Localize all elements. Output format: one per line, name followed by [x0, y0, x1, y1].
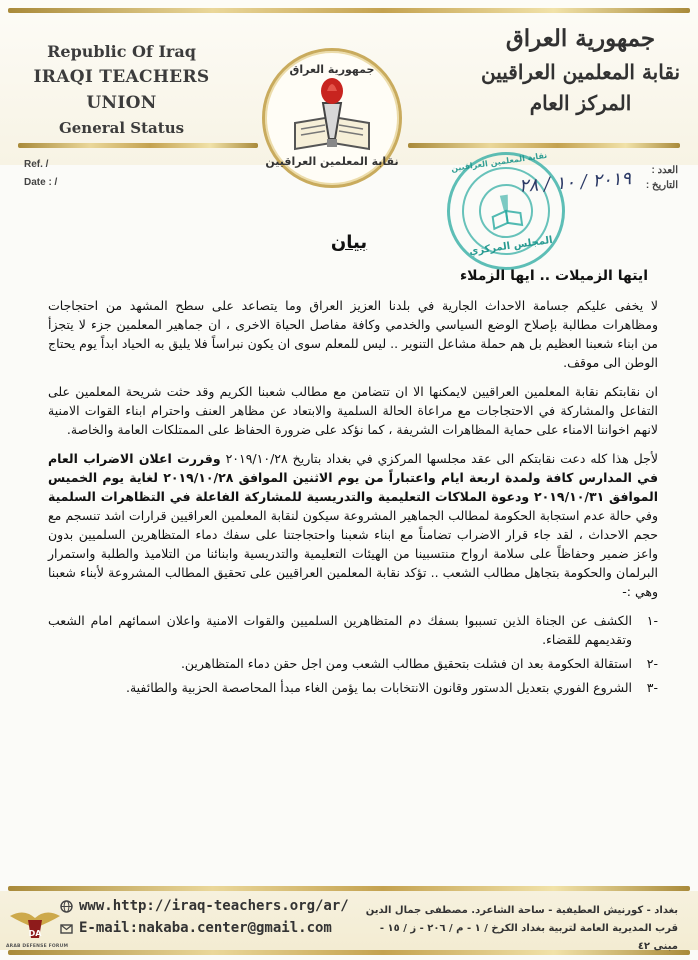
forum-name: ARAB DEFENSE FORUM [6, 944, 69, 949]
stamp-bottom-text: المجلس المركزي [468, 234, 554, 258]
top-gold-rule [8, 8, 690, 13]
left-gold-rule [18, 143, 258, 148]
stamp-top-text: نقابة المعلمين العراقيين [450, 150, 548, 174]
date-label-ar: التاريخ : [645, 180, 678, 191]
arabic-status: المركز العام [529, 91, 632, 115]
statement-title: بيان [330, 232, 368, 253]
paragraph-strike [48, 449, 658, 601]
strike-decision: وقررت اعلان الاضراب العام في المدارس كافة ولمدة اربعة ايام واعتباراً من يوم الاثنين الموافق ٢٠١٩/١٠/٢٨ لغاية يوم الخميس الموافق ٢٠١٩/١٠/٣١ ودعوة الملاكات التعليمية والتدريسية للمشاركة الفاعلة في التظاهرات السلمية [48, 451, 659, 504]
ref-label: Ref. / [24, 159, 49, 170]
arabic-letterhead [473, 22, 688, 118]
arabic-reference-block [646, 163, 678, 193]
address-line-2: قرب المديرية العامة لتربية بغداد الكرخ / ١ - م / ٢٠٦ - ز / ١٥ - مبنى ٤٢ [379, 923, 678, 952]
english-status: General Status [58, 119, 185, 137]
statement-body [48, 296, 658, 702]
union-emblem-logo [262, 48, 402, 188]
paragraph-solidarity: ان نقابتكم نقابة المعلمين العراقيين لايمكنها الا ان تتضامن مع مطالب شعبنا الكريم وقد حثت شريحة المعلمين على التفاعل والمشاركة في الاحتجاجات مع مراعاة الحالة السلمية والابتعاد عن مظاهر العنف واحترام ابناء القوات الامنية لانهم اخواننا الامناء على حماية المظاهرات الشريفة ، كما نؤكد على ضرورة الحفاظ على الممتلكات العامة والخاصة. [48, 384, 658, 437]
email-line [60, 920, 332, 936]
paragraph-intro: لا يخفى عليكم جسامة الاحداث الجارية في بلدنا العزيز العراق وما يتصاعد على سطح المشهد من احتجاجات ومظاهرات مطالبة بإصلاح الوضع السياسي والخدمي وكافة مفاصل الحياة الاخرى ، ان جماهير المعلمين جزء لا يتجزأ من ابناء شعبنا العظيم بل هم حملة مشاعل التنوير .. ليس للمعلم سوى ان يكون نبراساً فلا يليق به الحياد ابداً يوم يحتاج الوطن الى موقف. [48, 298, 658, 370]
address-line-1: بغداد - كورنيش العطيفية - ساحة الشاعرد. مصطفى جمال الدين [365, 905, 678, 916]
emblem-bottom-text: نقابة المعلمين العراقيين [265, 155, 399, 168]
demand-number: -٣ [646, 680, 658, 695]
demand-text: الشروع الفوري بتعديل الدستور وقانون الانتخابات بما يؤمن الغاء مبدأ المحاصصة الحزبية والطائفية. [125, 680, 632, 695]
forum-short-label: DA [28, 929, 42, 938]
english-country: Republic Of Iraq [47, 42, 196, 61]
salutation: ايتها الزميلات .. ايها الزملاء [459, 268, 648, 284]
website-line [60, 898, 349, 914]
official-stamp [439, 144, 572, 277]
arabic-country: جمهورية العراق [505, 25, 656, 52]
postal-address [358, 902, 678, 956]
english-union-name: IRAQI TEACHERS UNION [33, 67, 210, 113]
arabic-union-name: نقابة المعلمين العراقيين [480, 60, 681, 84]
handwritten-date: ٢٠١٩ / ١٠ / ٢٨ [518, 168, 632, 197]
demands-list [48, 611, 658, 697]
date-label: Date : / [24, 177, 58, 188]
demand-item [48, 654, 658, 673]
demand-number: -١ [646, 613, 658, 628]
strike-details: وفي حالة عدم استجابة الحكومة لمطالب الجماهير المشروعة سيكون لنقابة المعلمين العراقيين قرارات اشد تنسجم مع حجم الاحداث ، لقد جاء قرار الاضراب تضامناً مع ابناء شعبنا واحتجاجتنا على سفك دماء المتظاهرين السلميين بدون واعز ضمير وحفاظاً على سلامة ارواح منتسبينا من الهيئات التعليمية والتدريسية وابنائنا من التلاميذ والطلبة واستمرار البرلمان والحكومة بتجاهل مطالب الشعب .. تؤكد نقابة المعلمين العراقيين على تحقيق المطالب المشروعة لأبناء شعبنا وهي :- [48, 508, 658, 599]
english-letterhead [14, 40, 229, 140]
reference-block [24, 156, 57, 192]
demand-number: -٢ [646, 656, 658, 671]
demand-text: استقالة الحكومة بعد ان فشلت بتحقيق مطالب الشعب ومن اجل حقن دماء المتظاهرين. [180, 656, 632, 671]
email-link[interactable]: E-mail:nakaba.center@gmail.com [79, 920, 332, 936]
demand-item [48, 611, 658, 649]
demand-text: الكشف عن الجناة الذين تسببوا بسفك دم المتظاهرين السلميين والقوات الامنية واعلان اسمائهم امام الشعب وتقديمهم للقضاء. [48, 613, 632, 647]
number-label-ar: العدد : [651, 165, 678, 176]
demand-item [48, 678, 658, 697]
strike-intro: لأجل هذا كله دعت نقابتكم الى عقد مجلسها المركزي في بغداد بتاريخ ٢٠١٩/١٠/٢٨ [225, 451, 658, 466]
right-gold-rule [408, 143, 680, 148]
website-link[interactable]: www.http://iraq-teachers.org/ar/ [79, 898, 349, 914]
emblem-top-text: جمهورية العراق [289, 63, 375, 76]
